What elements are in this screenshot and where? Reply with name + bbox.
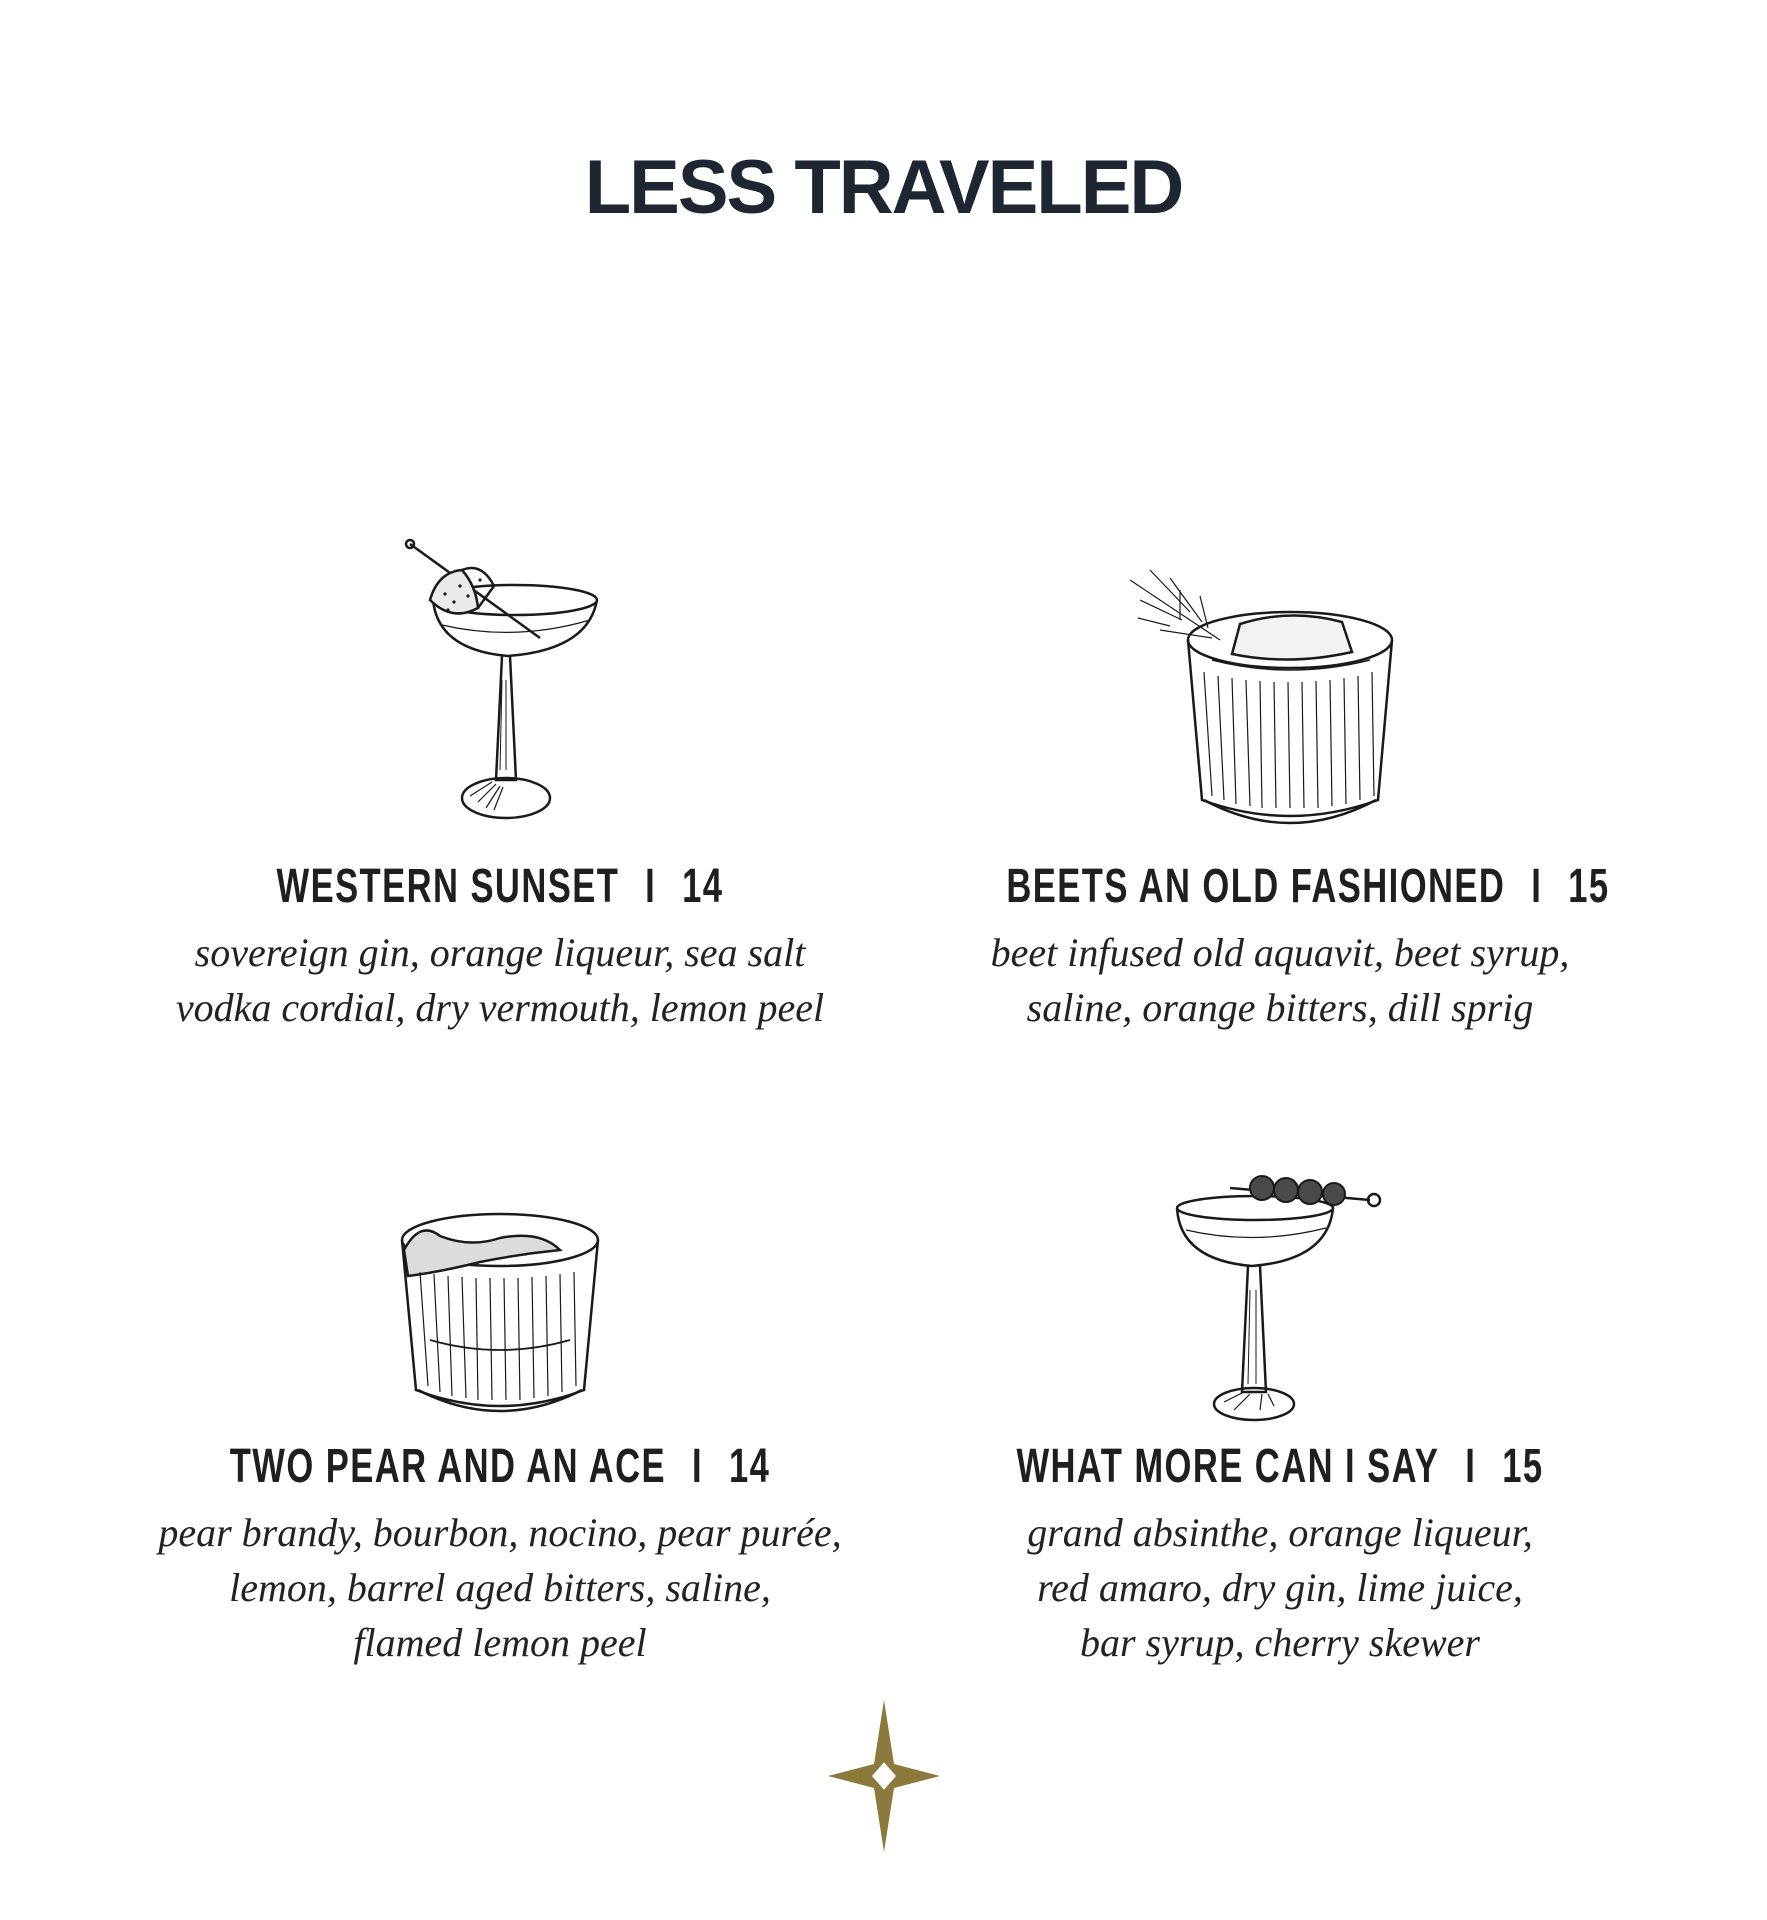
item-description-line: beet infused old aquavit, beet syrup, bbox=[990, 930, 1570, 975]
coupe-glass-cherry-skewer-icon bbox=[1170, 1170, 1390, 1430]
item-title bbox=[226, 1440, 773, 1493]
page-title: LESS TRAVELED bbox=[584, 145, 1183, 230]
item-separator: I bbox=[691, 1440, 704, 1493]
item-description-line: flamed lemon peel bbox=[353, 1620, 647, 1665]
menu-item-two-pear-and-an-ace bbox=[120, 1200, 880, 1670]
item-title bbox=[226, 860, 773, 913]
item-description-line: sovereign gin, orange liqueur, sea salt bbox=[194, 930, 806, 975]
compass-star-icon bbox=[828, 1700, 940, 1852]
item-description-line: red amaro, dry gin, lime juice, bbox=[1037, 1565, 1523, 1610]
item-title bbox=[1006, 1440, 1553, 1493]
item-separator: I bbox=[1465, 1440, 1477, 1493]
item-description-line: pear brandy, bourbon, nocino, pear purée, bbox=[158, 1510, 842, 1555]
item-separator: I bbox=[1531, 860, 1543, 913]
item-description-line: vodka cordial, dry vermouth, lemon peel bbox=[175, 985, 825, 1030]
rocks-glass-peel-icon bbox=[390, 1200, 610, 1430]
item-name: WESTERN SUNSET bbox=[276, 860, 620, 913]
item-description bbox=[900, 1505, 1660, 1670]
coupe-glass-garnish-icon bbox=[390, 530, 610, 830]
item-description-line: grand absinthe, orange liqueur, bbox=[1027, 1510, 1533, 1555]
item-separator: I bbox=[645, 860, 657, 913]
item-name: BEETS AN OLD FASHIONED bbox=[1006, 860, 1506, 913]
item-name: TWO PEAR AND AN ACE bbox=[229, 1440, 667, 1493]
item-name: WHAT MORE CAN I SAY bbox=[1016, 1440, 1440, 1493]
menu-item-what-more-can-i-say bbox=[900, 1170, 1660, 1670]
item-price: 14 bbox=[682, 860, 724, 913]
item-price: 15 bbox=[1568, 860, 1610, 913]
item-description bbox=[120, 1505, 880, 1670]
item-price: 14 bbox=[728, 1440, 771, 1493]
item-description bbox=[900, 925, 1660, 1035]
item-description-line: saline, orange bitters, dill sprig bbox=[1026, 985, 1534, 1030]
item-title bbox=[1006, 860, 1610, 913]
item-description-line: bar syrup, cherry skewer bbox=[1080, 1620, 1480, 1665]
rocks-glass-dill-icon bbox=[1120, 560, 1420, 860]
menu-item-western-sunset bbox=[120, 530, 880, 1050]
item-description-line: lemon, barrel aged bitters, saline, bbox=[229, 1565, 771, 1610]
menu-item-beets-an-old-fashioned bbox=[900, 530, 1660, 1050]
item-description bbox=[120, 925, 880, 1035]
item-price: 15 bbox=[1502, 1440, 1544, 1493]
